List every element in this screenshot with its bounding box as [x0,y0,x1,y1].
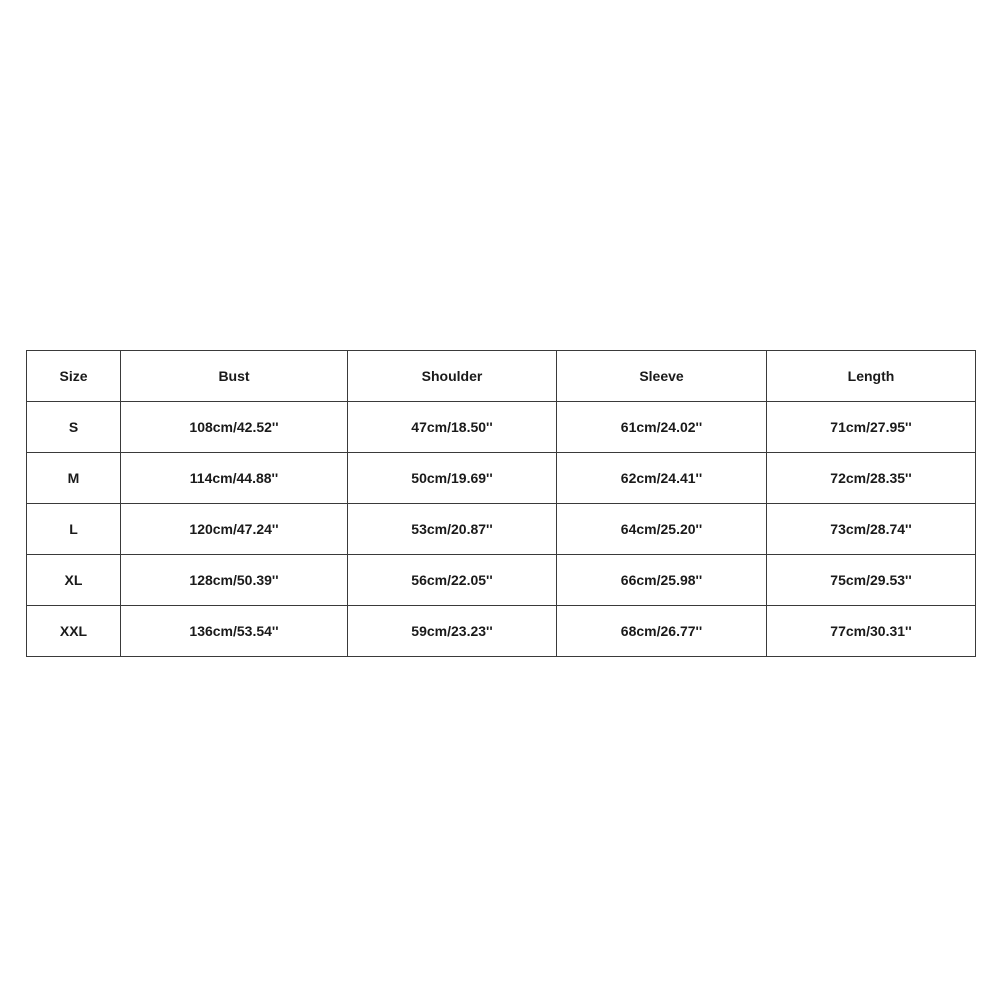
header-length: Length [767,351,976,402]
cell-bust: 114cm/44.88'' [121,453,348,504]
cell-shoulder: 59cm/23.23'' [348,606,557,657]
cell-size: XL [27,555,121,606]
cell-sleeve: 66cm/25.98'' [557,555,767,606]
cell-size: XXL [27,606,121,657]
cell-bust: 120cm/47.24'' [121,504,348,555]
header-sleeve: Sleeve [557,351,767,402]
cell-shoulder: 47cm/18.50'' [348,402,557,453]
cell-bust: 108cm/42.52'' [121,402,348,453]
cell-size: M [27,453,121,504]
cell-sleeve: 61cm/24.02'' [557,402,767,453]
table-header [27,351,976,402]
header-row [27,351,976,402]
cell-length: 77cm/30.31'' [767,606,976,657]
cell-size: S [27,402,121,453]
cell-sleeve: 68cm/26.77'' [557,606,767,657]
cell-bust: 136cm/53.54'' [121,606,348,657]
table-row [27,504,976,555]
table-row [27,402,976,453]
cell-length: 75cm/29.53'' [767,555,976,606]
cell-sleeve: 62cm/24.41'' [557,453,767,504]
cell-length: 71cm/27.95'' [767,402,976,453]
cell-shoulder: 56cm/22.05'' [348,555,557,606]
size-chart-table [26,350,976,657]
cell-shoulder: 50cm/19.69'' [348,453,557,504]
table-row [27,606,976,657]
table-row [27,555,976,606]
table-row [27,453,976,504]
cell-size: L [27,504,121,555]
cell-length: 73cm/28.74'' [767,504,976,555]
cell-sleeve: 64cm/25.20'' [557,504,767,555]
cell-bust: 128cm/50.39'' [121,555,348,606]
header-size: Size [27,351,121,402]
header-bust: Bust [121,351,348,402]
table-body [27,402,976,657]
cell-shoulder: 53cm/20.87'' [348,504,557,555]
header-shoulder: Shoulder [348,351,557,402]
cell-length: 72cm/28.35'' [767,453,976,504]
